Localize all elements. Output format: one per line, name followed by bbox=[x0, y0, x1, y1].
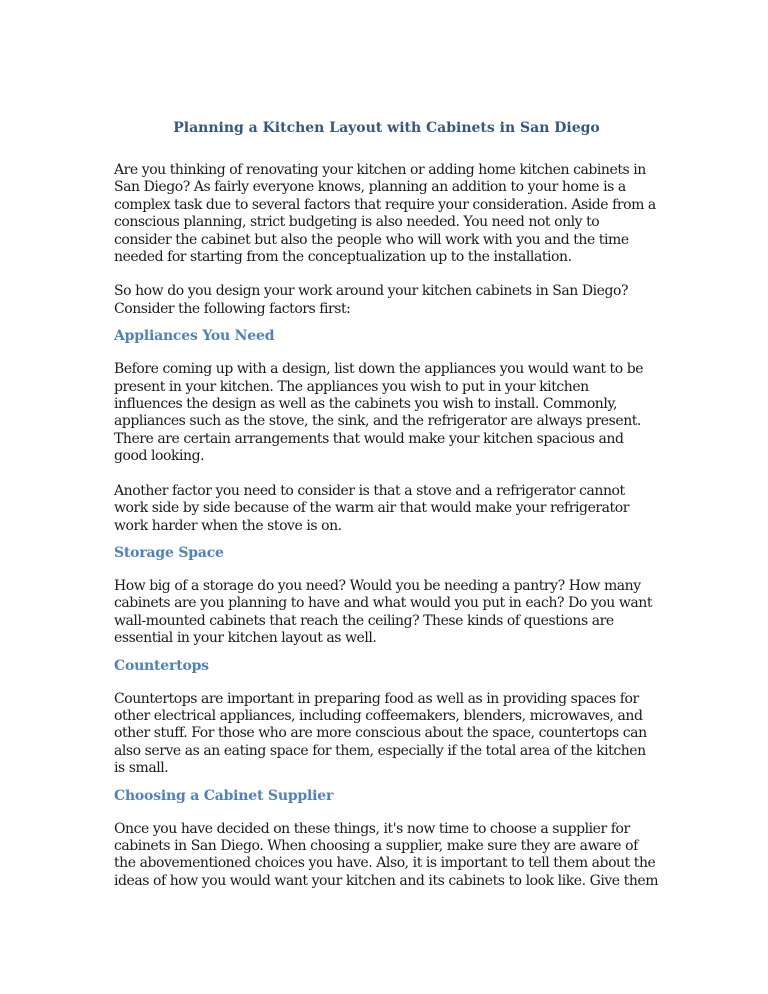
section-paragraph: Once you have decided on these things, it's now time to choose a supplier for cabinets in San Diego. When choosing a supplier, make sure they are aware of the abovementioned choices you have. Also, it is important to tell them about the ideas of how you would want your kitchen and its cabinets to look like. Give them bbox=[114, 820, 659, 889]
intro-paragraph: So how do you design your work around your kitchen cabinets in San Diego? Consider the following factors first: bbox=[114, 283, 629, 317]
section-paragraph: Another factor you need to consider is that a stove and a refrigerator cannot work side by side because of the warm air that would make your refrigerator work harder when the stove is on. bbox=[114, 482, 629, 534]
section-heading-storage: Storage Space bbox=[114, 544, 224, 561]
document-page bbox=[114, 118, 659, 907]
document-title: Planning a Kitchen Layout with Cabinets in San Diego bbox=[173, 120, 600, 136]
section-heading-appliances: Appliances You Need bbox=[114, 328, 275, 345]
section-paragraph: Countertops are important in preparing food as well as in providing spaces for other electrical appliances, including coffeemakers, blenders, microwaves, and other stuff. For those who are more conscious about the space, countertops can also serve as an eating space for them, especially if the total area of the kitchen is small. bbox=[114, 690, 647, 777]
section-heading-supplier: Choosing a Cabinet Supplier bbox=[114, 787, 334, 804]
section-paragraph: How big of a storage do you need? Would you be needing a pantry? How many cabinets are you planning to have and what would you put in each? Do you want wall-mounted cabinets that reach the ceiling? These kinds of questions are essential in your kitchen layout as well. bbox=[114, 577, 653, 647]
section-paragraph: Before coming up with a design, list down the appliances you would want to be present in your kitchen. The appliances you wish to put in your kitchen influences the design as well as the cabinets you wish to install. Commonly, appliances such as the stove, the sink, and the refrigerator are always present. There are certain arrangements that would make your kitchen spacious and good looking. bbox=[114, 361, 644, 465]
section-heading-countertops: Countertops bbox=[114, 657, 209, 674]
intro-paragraph: Are you thinking of renovating your kitchen or adding home kitchen cabinets in San Diego? As fairly everyone knows, planning an addition to your home is a complex task due to several factors that require your consideration. Aside from a conscious planning, strict budgeting is also needed. You need not only to consider the cabinet but also the people who will work with you and the time needed for starting from the conceptualization up to the installation. bbox=[114, 162, 656, 266]
